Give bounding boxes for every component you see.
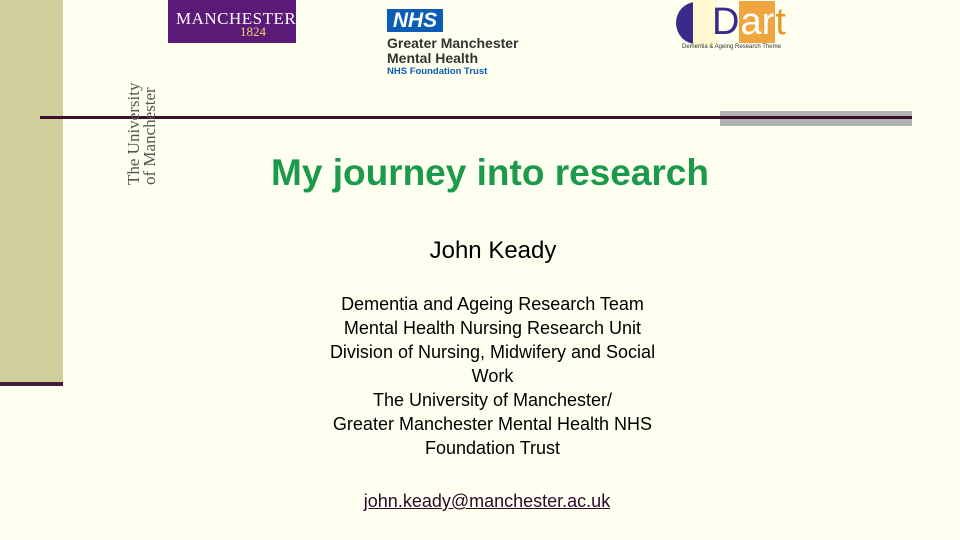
sidebar-base-line — [0, 382, 63, 386]
dart-letter-d: D — [712, 1, 740, 43]
dart-logo — [676, 0, 806, 54]
university-wordmark-line2: of Manchester — [140, 87, 159, 185]
dart-tagline: Dementia & Ageing Research Theme — [682, 44, 781, 50]
affiliation-line: Dementia and Ageing Research Team — [341, 294, 644, 314]
nhs-org-name-line2: Mental Health — [387, 50, 479, 66]
email-link[interactable]: john.keady@manchester.ac.uk — [363, 491, 611, 511]
university-wordmark-line1: The University — [124, 82, 143, 185]
affiliation-line: Division of Nursing, Midwifery and Social — [329, 342, 656, 362]
dart-letters-ar: ar — [740, 1, 775, 43]
affiliation-line: Foundation Trust — [424, 438, 561, 458]
affiliation-line: Mental Health Nursing Research Unit — [343, 318, 642, 338]
header-accent-block — [720, 111, 912, 126]
affiliation-line: Work — [471, 366, 514, 386]
author-name: John Keady — [429, 237, 557, 264]
slide-title: My journey into research — [271, 152, 709, 193]
affiliation-line: The University of Manchester/ — [372, 390, 613, 410]
affiliation-line: Greater Manchester Mental Health NHS — [332, 414, 653, 434]
nhs-org-name-line1: Greater Manchester — [387, 35, 519, 51]
manchester-logo-word: MANCHESTER — [176, 9, 297, 28]
dart-letter-t: t — [775, 1, 786, 43]
nhs-org-name-line3: NHS Foundation Trust — [387, 66, 488, 77]
nhs-logo: NHS — [387, 9, 443, 32]
manchester-logo — [168, 0, 296, 43]
dart-logo-letters — [712, 0, 786, 44]
manchester-logo-year: 1824 — [240, 24, 266, 39]
affiliation-block — [290, 292, 695, 460]
